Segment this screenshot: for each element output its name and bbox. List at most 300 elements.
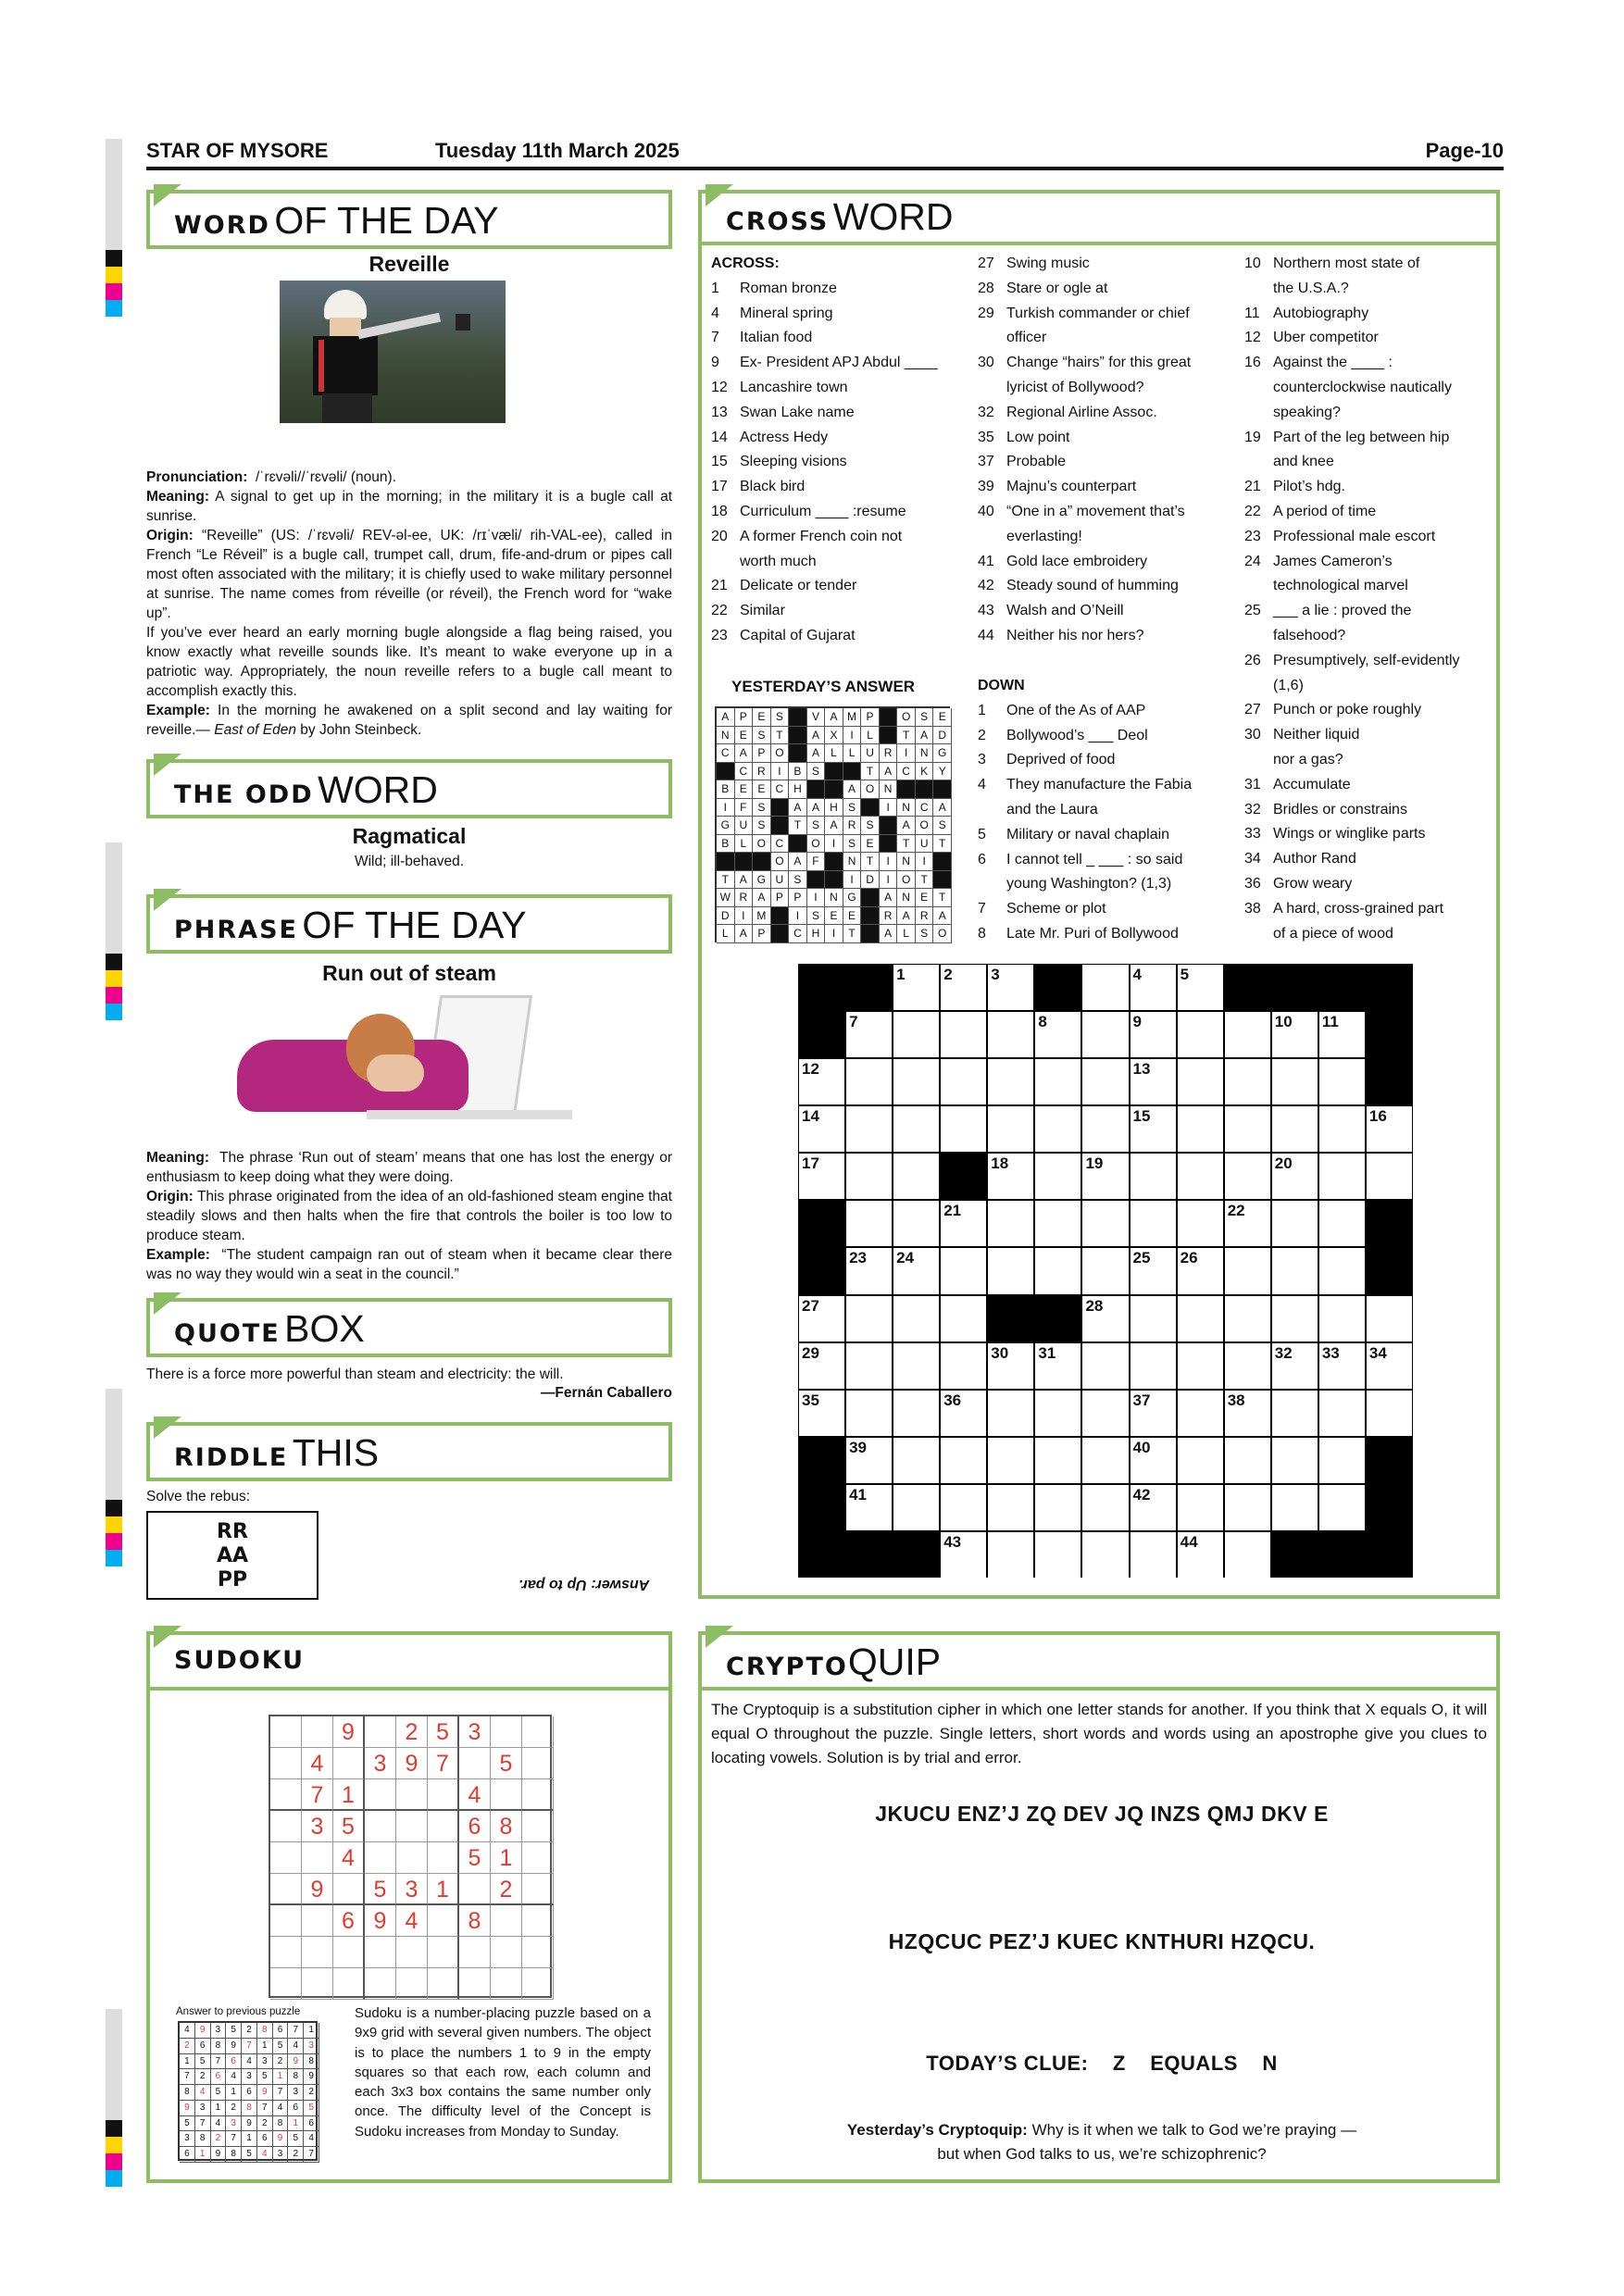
crossword-cell[interactable] — [1272, 1296, 1318, 1341]
crossword-cell[interactable] — [1131, 1391, 1176, 1436]
crossword-cell[interactable] — [941, 1343, 986, 1389]
crossword-cell[interactable] — [941, 1296, 986, 1341]
crossword-cell[interactable] — [893, 965, 939, 1010]
crossword-cell[interactable] — [1131, 1248, 1176, 1293]
clue-number-label: 17 — [802, 1154, 819, 1173]
sudoku-grid[interactable] — [269, 1715, 552, 1998]
sudoku-cell[interactable] — [270, 1968, 302, 2000]
crossword-cell[interactable] — [988, 1532, 1033, 1578]
crossword-cell[interactable] — [846, 1012, 892, 1057]
sudoku-cell[interactable] — [333, 1874, 365, 1905]
sudoku-cell[interactable] — [522, 1874, 554, 1905]
crossword-cell[interactable] — [1272, 1201, 1318, 1246]
crossword-cell[interactable] — [1035, 1438, 1081, 1483]
crossword-cell[interactable] — [893, 1012, 939, 1057]
sudoku-cell[interactable]: 9 — [396, 1748, 428, 1779]
crossword-cell[interactable] — [1225, 1059, 1270, 1104]
answer-cell: D — [717, 907, 735, 926]
crossword-cell[interactable] — [893, 1296, 939, 1341]
crossword-cell[interactable] — [988, 1343, 1033, 1389]
sudoku-cell[interactable]: 8 — [491, 1811, 522, 1842]
crossword-cell[interactable] — [1035, 1391, 1081, 1436]
crossword-cell[interactable] — [1319, 1012, 1365, 1057]
crossword-cell[interactable] — [1178, 1296, 1223, 1341]
crossword-cell[interactable] — [1082, 1059, 1128, 1104]
crossword-cell[interactable] — [846, 1106, 892, 1152]
clue-row — [1244, 401, 1494, 426]
crossword-cell[interactable] — [799, 1343, 844, 1389]
sudoku-cell[interactable] — [270, 1779, 302, 1811]
crossword-cell[interactable] — [1131, 1485, 1176, 1530]
clue-number: 26 — [1244, 652, 1261, 668]
sudoku-cell[interactable] — [365, 1842, 396, 1874]
crossword-cell[interactable] — [941, 1201, 986, 1246]
crossword-cell[interactable] — [1131, 1343, 1176, 1389]
sudoku-cell[interactable]: 4 — [302, 1748, 333, 1779]
sudoku-cell[interactable] — [302, 1905, 333, 1937]
sudoku-cell[interactable]: 7 — [428, 1748, 459, 1779]
clue-text: Sleeping visions — [740, 454, 847, 470]
crossword-cell[interactable] — [1225, 1438, 1270, 1483]
crossword-cell[interactable] — [988, 1248, 1033, 1293]
crossword-cell[interactable] — [846, 1438, 892, 1483]
crossword-cell[interactable] — [1225, 1106, 1270, 1152]
crossword-cell[interactable] — [1082, 1391, 1128, 1436]
crossword-cell[interactable] — [1178, 1438, 1223, 1483]
crossword-cell[interactable] — [1225, 1012, 1270, 1057]
clue-text: James Cameron’s — [1273, 553, 1393, 569]
sudoku-cell[interactable]: 9 — [302, 1874, 333, 1905]
sudoku-cell[interactable] — [428, 1779, 459, 1811]
clue-number: 41 — [978, 553, 994, 569]
sudoku-cell[interactable]: 4 — [396, 1905, 428, 1937]
previous-answer-cell: 1 — [304, 2023, 319, 2039]
sudoku-cell[interactable] — [428, 1905, 459, 1937]
sudoku-cell[interactable] — [522, 1779, 554, 1811]
sudoku-cell[interactable] — [428, 1811, 459, 1842]
todays-clue: TODAY’S CLUE: Z EQUALS N — [926, 2052, 1278, 2075]
crossword-cell[interactable] — [893, 1248, 939, 1293]
riddle-answer: Answer: Up to par. — [518, 1577, 650, 1592]
clue-number: 32 — [978, 404, 994, 420]
crossword-cell[interactable] — [1319, 1059, 1365, 1104]
crossword-cell[interactable] — [1082, 1438, 1128, 1483]
crossword-cell[interactable] — [941, 1059, 986, 1104]
crossword-cell[interactable] — [1035, 1201, 1081, 1246]
sudoku-cell[interactable] — [428, 1937, 459, 1968]
crossword-cell[interactable] — [1225, 1391, 1270, 1436]
crossword-cell[interactable] — [1178, 1154, 1223, 1199]
answer-cell: S — [933, 817, 952, 835]
crossword-cell[interactable] — [799, 1154, 844, 1199]
crossword-cell[interactable] — [1178, 1485, 1223, 1530]
crossword-cell[interactable] — [893, 1154, 939, 1199]
crossword-cell[interactable] — [846, 1296, 892, 1341]
crossword-cell[interactable] — [941, 1391, 986, 1436]
crossword-cell[interactable] — [846, 1485, 892, 1530]
sudoku-cell[interactable] — [396, 1968, 428, 2000]
clue-row — [1244, 326, 1494, 351]
crossword-cell[interactable] — [988, 1059, 1033, 1104]
crossword-cell[interactable] — [1178, 1532, 1223, 1578]
crossword-cell[interactable] — [1131, 1532, 1176, 1578]
clue-row — [1244, 649, 1494, 674]
previous-answer-label: Answer to previous puzzle — [176, 2006, 301, 2017]
sudoku-cell[interactable]: 7 — [302, 1779, 333, 1811]
crossword-cell[interactable] — [1178, 1248, 1223, 1293]
crossword-cell[interactable] — [846, 1059, 892, 1104]
crossword-cell[interactable] — [1319, 1296, 1365, 1341]
clue-row — [1244, 748, 1494, 773]
crossword-cell[interactable] — [988, 1201, 1033, 1246]
clue-number — [978, 872, 1006, 897]
cryptoquip-intro: The Cryptoquip is a substitution cipher in which one letter stands for another. If you think that X equals O, it will equal O throughout the puzzle. Single letters, short words and words using an apostrophe give you clues to locating vowels. Solution is by trial and error. — [711, 1701, 1487, 1766]
clue-number: 33 — [1244, 826, 1261, 842]
crossword-cell[interactable] — [1319, 1106, 1365, 1152]
sudoku-cell[interactable]: 8 — [459, 1905, 491, 1937]
sudoku-cell[interactable] — [270, 1905, 302, 1937]
answer-cell: N — [897, 799, 916, 817]
crossword-cell[interactable] — [893, 1201, 939, 1246]
crossword-cell[interactable] — [1035, 1012, 1081, 1057]
crossword-cell[interactable] — [1178, 1012, 1223, 1057]
sudoku-cell[interactable] — [365, 1811, 396, 1842]
sudoku-cell[interactable]: 3 — [459, 1716, 491, 1748]
answer-cell: P — [735, 708, 754, 727]
answer-cell — [789, 727, 807, 745]
crossword-cell[interactable] — [846, 1248, 892, 1293]
sudoku-cell[interactable] — [302, 1716, 333, 1748]
previous-answer-cell: 7 — [180, 2069, 195, 2085]
sudoku-cell[interactable]: 3 — [302, 1811, 333, 1842]
crossword-cell[interactable] — [1272, 1343, 1318, 1389]
previous-answer-cell: 3 — [242, 2069, 257, 2085]
clue-text: Military or naval chaplain — [1006, 826, 1170, 842]
crossword-cell[interactable] — [988, 1012, 1033, 1057]
crossword-cell[interactable] — [1131, 1106, 1176, 1152]
answer-cell: E — [735, 727, 754, 745]
crossword-cell[interactable] — [799, 1059, 844, 1104]
crossword-cell[interactable] — [846, 1343, 892, 1389]
sudoku-cell[interactable] — [491, 1937, 522, 1968]
clue-row — [978, 550, 1218, 575]
crossword-cell[interactable] — [1272, 1059, 1318, 1104]
crossword-cell[interactable] — [941, 1438, 986, 1483]
quote-title: QUOTE BOX — [146, 1298, 672, 1357]
clue-row — [1244, 773, 1494, 798]
crossword-cell[interactable] — [1319, 1343, 1365, 1389]
crossword-cell[interactable] — [988, 1391, 1033, 1436]
crossword-cell[interactable] — [1225, 1248, 1270, 1293]
crossword-cell[interactable] — [1082, 1248, 1128, 1293]
sudoku-cell[interactable] — [491, 1905, 522, 1937]
sudoku-cell[interactable] — [522, 1842, 554, 1874]
crossword-cell[interactable] — [1131, 1201, 1176, 1246]
crossword-cell[interactable] — [1035, 1248, 1081, 1293]
crossword-cell[interactable] — [1131, 1012, 1176, 1057]
crossword-cell[interactable] — [1225, 1154, 1270, 1199]
clue-number: 12 — [1244, 330, 1261, 346]
crossword-cell[interactable] — [1082, 1532, 1128, 1578]
clue-number: 11 — [1244, 305, 1260, 321]
sudoku-cell[interactable] — [522, 1968, 554, 2000]
crossword-grid[interactable] — [798, 964, 1413, 1578]
clue-number-label: 2 — [943, 966, 953, 983]
sudoku-cell[interactable] — [333, 1968, 365, 2000]
crossword-cell[interactable] — [1319, 1391, 1365, 1436]
crossword-cell[interactable] — [941, 1532, 986, 1578]
clue-row — [978, 872, 1218, 897]
crossword-cell[interactable] — [1082, 1201, 1128, 1246]
answer-cell: O — [933, 925, 952, 943]
quote-author: —Fernán Caballero — [540, 1385, 672, 1401]
crossword-cell[interactable] — [988, 1154, 1033, 1199]
crossword-cell[interactable] — [988, 1438, 1033, 1483]
sudoku-cell[interactable] — [459, 1748, 491, 1779]
clue-number — [1244, 624, 1273, 649]
sudoku-cell[interactable] — [333, 1937, 365, 1968]
sudoku-cell[interactable]: 3 — [396, 1874, 428, 1905]
crossword-title: CROSS WORD — [698, 190, 1500, 245]
crossword-cell[interactable] — [1082, 1296, 1128, 1341]
sudoku-cell[interactable]: 2 — [491, 1874, 522, 1905]
sudoku-cell[interactable] — [428, 1842, 459, 1874]
odd-definition: Wild; ill-behaved. — [354, 854, 465, 869]
crossword-cell[interactable] — [1131, 1154, 1176, 1199]
sudoku-cell[interactable]: 1 — [428, 1874, 459, 1905]
sudoku-cell[interactable]: 6 — [333, 1905, 365, 1937]
sudoku-cell[interactable]: 9 — [333, 1716, 365, 1748]
crossword-cell[interactable] — [1272, 1154, 1318, 1199]
sudoku-cell[interactable] — [365, 1937, 396, 1968]
crossword-cell[interactable] — [799, 1296, 844, 1341]
previous-answer-cell: 1 — [273, 2069, 289, 2085]
clue-number-label: 20 — [1274, 1154, 1293, 1173]
crossword-cell[interactable] — [941, 965, 986, 1010]
across-clues-2 — [978, 252, 1218, 649]
clue-text: Change “hairs” for this great — [1006, 355, 1192, 371]
clue-text: Deprived of food — [1006, 752, 1116, 768]
sudoku-cell[interactable] — [522, 1748, 554, 1779]
sudoku-cell[interactable] — [365, 1968, 396, 2000]
clue-row — [978, 252, 1218, 277]
sudoku-cell[interactable]: 5 — [365, 1874, 396, 1905]
sudoku-cell[interactable]: 4 — [459, 1779, 491, 1811]
sudoku-cell[interactable] — [396, 1937, 428, 1968]
sudoku-cell[interactable] — [365, 1716, 396, 1748]
crossword-cell[interactable] — [1035, 1343, 1081, 1389]
crossword-cell[interactable] — [1035, 1532, 1081, 1578]
sudoku-cell[interactable]: 9 — [365, 1905, 396, 1937]
sudoku-cell[interactable]: 5 — [459, 1842, 491, 1874]
answer-cell: I — [843, 871, 862, 890]
sudoku-cell[interactable] — [270, 1716, 302, 1748]
answer-cell: C — [916, 799, 934, 817]
crossword-cell[interactable] — [988, 1485, 1033, 1530]
crossword-cell[interactable] — [1225, 1296, 1270, 1341]
crossword-cell[interactable] — [1178, 1059, 1223, 1104]
sudoku-cell[interactable] — [491, 1968, 522, 2000]
previous-answer-cell: 2 — [257, 2116, 273, 2132]
crossword-cell[interactable] — [1319, 1438, 1365, 1483]
clue-row — [711, 599, 954, 624]
sudoku-cell[interactable] — [522, 1716, 554, 1748]
crossword-cell[interactable] — [1035, 1059, 1081, 1104]
clue-text: and knee — [1273, 454, 1334, 470]
sudoku-cell[interactable]: 1 — [333, 1779, 365, 1811]
crossword-cell[interactable] — [1082, 965, 1128, 1010]
crossword-cell[interactable] — [1082, 1012, 1128, 1057]
crossword-cell[interactable] — [1131, 1438, 1176, 1483]
crossword-cell[interactable] — [1319, 1201, 1365, 1246]
sudoku-cell[interactable] — [270, 1937, 302, 1968]
sudoku-cell[interactable] — [270, 1874, 302, 1905]
clue-text: Against the ____ : — [1273, 355, 1393, 371]
sudoku-cell[interactable] — [302, 1842, 333, 1874]
crossword-cell[interactable] — [1272, 1438, 1318, 1483]
crossword-cell[interactable] — [893, 1391, 939, 1436]
crossword-cell[interactable] — [1225, 1201, 1270, 1246]
previous-answer-cell: 4 — [242, 2054, 257, 2070]
sudoku-cell[interactable]: 5 — [428, 1716, 459, 1748]
answer-cell: I — [789, 907, 807, 926]
crossword-cell[interactable] — [1367, 1343, 1412, 1389]
sudoku-cell[interactable] — [365, 1779, 396, 1811]
crossword-cell[interactable] — [1178, 1343, 1223, 1389]
crossword-cell[interactable] — [1319, 1248, 1365, 1293]
sudoku-cell[interactable]: 6 — [459, 1811, 491, 1842]
crossword-cell[interactable] — [1272, 1012, 1318, 1057]
answer-cell: C — [771, 780, 790, 799]
previous-answer-cell: 2 — [304, 2085, 319, 2101]
crossword-cell[interactable] — [941, 1248, 986, 1293]
sudoku-cell[interactable] — [396, 1779, 428, 1811]
sudoku-cell[interactable] — [302, 1937, 333, 1968]
crossword-cell[interactable] — [846, 1154, 892, 1199]
sudoku-cell[interactable] — [270, 1811, 302, 1842]
crossword-cell[interactable] — [1082, 1106, 1128, 1152]
sudoku-cell[interactable] — [396, 1811, 428, 1842]
crossword-cell[interactable] — [846, 1391, 892, 1436]
crossword-cell[interactable] — [1082, 1485, 1128, 1530]
sudoku-cell[interactable]: 2 — [396, 1716, 428, 1748]
crossword-cell[interactable] — [988, 965, 1033, 1010]
crossword-cell[interactable] — [893, 1106, 939, 1152]
crossword-cell[interactable] — [1225, 1343, 1270, 1389]
sudoku-cell[interactable] — [270, 1842, 302, 1874]
crossword-cell[interactable] — [1178, 1106, 1223, 1152]
sudoku-cell[interactable] — [459, 1874, 491, 1905]
answer-cell: A — [916, 727, 934, 745]
previous-answer-cell: 8 — [195, 2131, 211, 2147]
clue-number-label: 19 — [1085, 1154, 1104, 1173]
clue-number: 7 — [978, 901, 986, 917]
sudoku-cell[interactable]: 4 — [333, 1842, 365, 1874]
clue-number-label: 16 — [1368, 1107, 1387, 1126]
previous-answer-cell: 2 — [288, 2147, 304, 2163]
crossword-cell[interactable] — [1272, 1106, 1318, 1152]
crossword-cell[interactable] — [1178, 965, 1223, 1010]
answer-cell: I — [717, 799, 735, 817]
answer-cell: T — [861, 763, 880, 781]
sudoku-cell[interactable] — [428, 1968, 459, 2000]
crossword-cell[interactable] — [1131, 1296, 1176, 1341]
previous-answer-cell: 6 — [273, 2023, 289, 2039]
crossword-cell[interactable] — [1131, 965, 1176, 1010]
clue-text: Majnu’s counterpart — [1006, 479, 1137, 495]
crossword-cell[interactable] — [1367, 1296, 1412, 1341]
crossword-cell[interactable] — [1319, 1485, 1365, 1530]
sudoku-cell[interactable]: 5 — [491, 1748, 522, 1779]
crossword-cell[interactable] — [1178, 1391, 1223, 1436]
sudoku-cell[interactable] — [302, 1968, 333, 2000]
sudoku-cell[interactable] — [491, 1779, 522, 1811]
clue-text: Similar — [740, 603, 785, 619]
sudoku-cell[interactable] — [522, 1905, 554, 1937]
sudoku-cell[interactable]: 3 — [365, 1748, 396, 1779]
sudoku-cell[interactable] — [522, 1811, 554, 1842]
crossword-cell[interactable] — [1319, 1154, 1365, 1199]
crossword-cell[interactable] — [893, 1059, 939, 1104]
crossword-cell[interactable] — [1035, 1106, 1081, 1152]
crossword-cell[interactable] — [799, 1106, 844, 1152]
crossword-cell[interactable] — [893, 1343, 939, 1389]
clue-text: They manufacture the Fabia — [1006, 777, 1193, 793]
crossword-cell[interactable] — [846, 1201, 892, 1246]
sudoku-cell[interactable] — [396, 1842, 428, 1874]
clue-row — [978, 823, 1218, 848]
crossword-cell[interactable] — [893, 1438, 939, 1483]
crossword-cell[interactable] — [1272, 1485, 1318, 1530]
clue-text: nor a gas? — [1273, 751, 1343, 767]
crossword-cell[interactable] — [1225, 1532, 1270, 1578]
sudoku-cell[interactable] — [333, 1748, 365, 1779]
odd-headword: Ragmatical — [352, 824, 467, 848]
crossword-cell[interactable] — [1367, 1391, 1412, 1436]
sudoku-cell[interactable] — [459, 1937, 491, 1968]
crossword-cell[interactable] — [1225, 1485, 1270, 1530]
sudoku-cell[interactable]: 1 — [491, 1842, 522, 1874]
crossword-cell[interactable] — [893, 1485, 939, 1530]
sudoku-cell[interactable] — [459, 1968, 491, 2000]
crossword-cell[interactable] — [1082, 1343, 1128, 1389]
crossword-cell[interactable] — [1131, 1059, 1176, 1104]
crossword-cell[interactable] — [1367, 1106, 1412, 1152]
clue-text: Author Rand — [1273, 851, 1356, 867]
crossword-cell[interactable] — [1272, 1391, 1318, 1436]
crossword-cell[interactable] — [941, 1485, 986, 1530]
previous-answer-cell: 2 — [180, 2039, 195, 2054]
sudoku-cell[interactable] — [270, 1748, 302, 1779]
crossword-cell[interactable] — [1035, 1154, 1081, 1199]
crossword-cell[interactable] — [941, 1106, 986, 1152]
crossword-cell[interactable] — [799, 1391, 844, 1436]
sudoku-cell[interactable] — [491, 1716, 522, 1748]
sudoku-cell[interactable]: 5 — [333, 1811, 365, 1842]
crossword-cell[interactable] — [988, 1106, 1033, 1152]
crossword-cell[interactable] — [1367, 1154, 1412, 1199]
answer-cell: A — [807, 744, 826, 763]
crossword-cell[interactable] — [941, 1012, 986, 1057]
crossword-cell[interactable] — [1272, 1248, 1318, 1293]
clue-text: Lancashire town — [740, 379, 848, 395]
sudoku-cell[interactable] — [522, 1937, 554, 1968]
clue-number: 27 — [1244, 702, 1261, 718]
crossword-cell[interactable] — [1178, 1201, 1223, 1246]
crossword-cell[interactable] — [1082, 1154, 1128, 1199]
crossword-cell[interactable] — [1035, 1485, 1081, 1530]
clue-row — [1244, 897, 1494, 922]
